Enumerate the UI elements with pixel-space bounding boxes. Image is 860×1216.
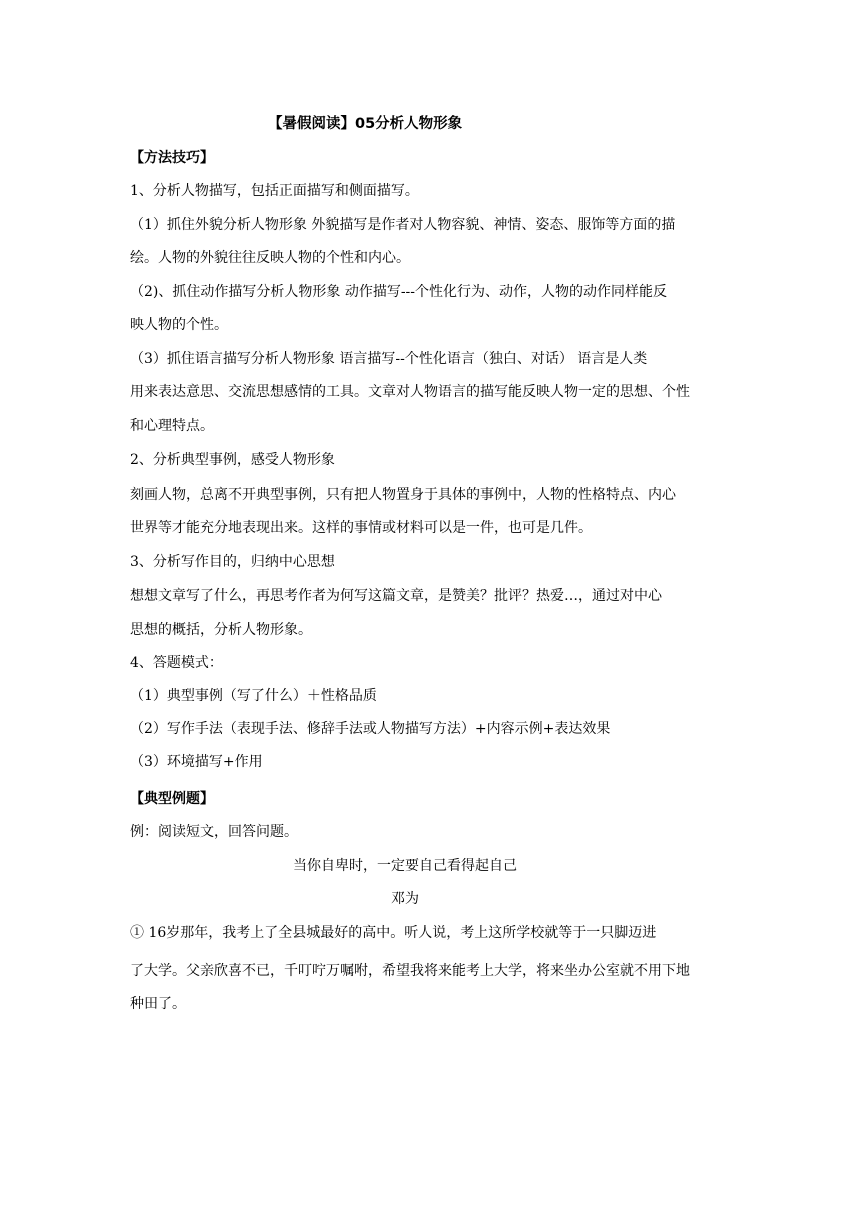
paragraph-line: 绘。人物的外貌往往反映人物的个性和内心。 [130, 250, 410, 266]
paragraph-line: 了大学。父亲欣喜不已，千叮咛万嘱咐，希望我将来能考上大学，将来坐办公室就不用下地 [130, 963, 690, 979]
paragraph-line: ① 16岁那年，我考上了全县城最好的高中。听人说，考上这所学校就等于一只脚迈进 [130, 925, 657, 941]
paragraph-line: 4、答题模式： [130, 655, 223, 671]
article-author: 邓为 [391, 891, 419, 907]
paragraph-line: 用来表达意思、交流思想感情的工具。文章对人物语言的描写能反映人物一定的思想、个性 [130, 384, 690, 400]
paragraph-line: 想想文章写了什么，再思考作者为何写这篇文章，是赞美？批评？热爱…，通过对中心 [130, 588, 662, 604]
paragraph-line: （3）环境描写+作用 [130, 754, 263, 770]
paragraph-line: 刻画人物，总离不开典型事例，只有把人物置身于具体的事例中，人物的性格特点、内心 [130, 487, 676, 503]
paragraph-line: 2、分析典型事例，感受人物形象 [130, 452, 335, 468]
paragraph-line: （1）典型事例（写了什么）＋性格品质 [130, 688, 377, 704]
paragraph-line: （1）抓住外貌分析人物形象 外貌描写是作者对人物容貌、神情、姿态、服饰等方面的描 [130, 217, 676, 233]
paragraph-line: （2)、抓住动作描写分析人物形象 动作描写---个性化行为、动作，人物的动作同样能反 [130, 284, 668, 300]
paragraph-line: 世界等才能充分地表现出来。这样的事情或材料可以是一件，也可是几件。 [130, 520, 592, 536]
document-title: 【暑假阅读】05分析人物形象 [268, 116, 463, 132]
paragraph-line: 思想的概括，分析人物形象。 [130, 622, 312, 638]
paragraph-line: 和心理特点。 [130, 418, 214, 434]
paragraph-line: 例：阅读短文，回答问题。 [130, 824, 298, 840]
paragraph-line: （2）写作手法（表现手法、修辞手法或人物描写方法）+内容示例+表达效果 [130, 721, 611, 737]
paragraph-line: 3、分析写作目的，归纳中心思想 [130, 554, 335, 570]
paragraph-line: 映人物的个性。 [130, 317, 228, 333]
paragraph-line: （3）抓住语言描写分析人物形象 语言描写--个性化语言（独白、对话） 语言是人类 [130, 351, 648, 367]
article-title: 当你自卑时，一定要自己看得起自己 [293, 858, 517, 874]
paragraph-line: 种田了。 [130, 996, 186, 1012]
section-heading-examples: 【典型例题】 [130, 791, 214, 807]
paragraph-line: 1、分析人物描写，包括正面描写和侧面描写。 [130, 183, 419, 199]
section-heading-methods: 【方法技巧】 [130, 150, 214, 166]
